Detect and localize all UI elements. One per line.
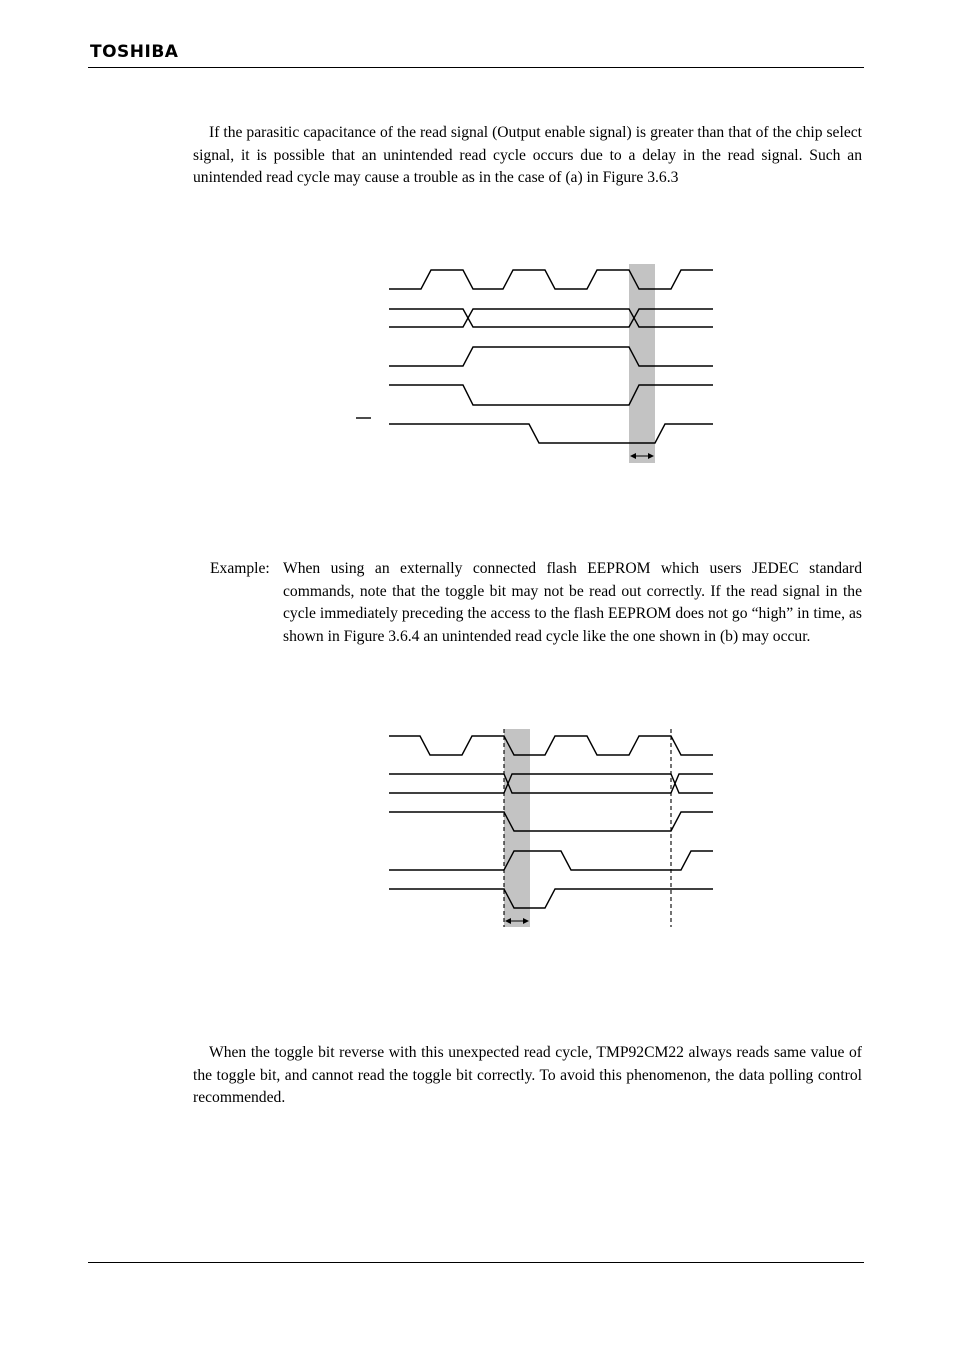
paragraph-toggle-bit: When the toggle bit reverse with this unexpected read cycle, TMP92CM22 always reads same value of the toggle bit, and cannot read the toggle bit correctly. To avoid this phenomenon, the data polling control recommended. bbox=[193, 1044, 862, 1107]
read-strobe-waveform bbox=[389, 385, 713, 405]
address-bus-lower bbox=[389, 309, 713, 327]
footer-rule bbox=[88, 1262, 864, 1263]
chip-select-waveform-2 bbox=[389, 812, 713, 831]
address-bus-lower-2 bbox=[389, 774, 713, 793]
example-text: When using an externally connected flash EEPROM which users JEDEC standard commands, note that the toggle bit may not be read out correctly. If the read signal in the cycle immediately preceding the access to the flash EEPROM does not go “high” in time, as shown in Figure 3.6.4 an unintended read cycle like the one shown in (b) may occur. bbox=[283, 560, 862, 645]
address-bus-upper-2 bbox=[389, 774, 713, 793]
read-strobe-waveform-2 bbox=[389, 851, 713, 870]
unintended-read-highlight-a bbox=[629, 264, 655, 463]
example-label: Example: bbox=[210, 560, 270, 577]
toshiba-logo: TOSHIBA bbox=[90, 42, 179, 62]
clock-waveform-2 bbox=[389, 736, 713, 755]
clock-waveform bbox=[389, 270, 713, 289]
output-enable-waveform bbox=[389, 424, 713, 443]
output-enable-waveform-2 bbox=[389, 889, 713, 908]
address-bus-upper bbox=[389, 309, 713, 327]
paragraph-parasitic-capacitance: If the parasitic capacitance of the read signal (Output enable signal) is greater than that of the chip select signal, it is possible that an unintended read cycle occurs due to a delay in the read signal. Such an unintended read cycle may cause a trouble as in the case of (a) in Figure 3.6.3 bbox=[193, 124, 862, 187]
chip-select-waveform bbox=[389, 347, 713, 366]
